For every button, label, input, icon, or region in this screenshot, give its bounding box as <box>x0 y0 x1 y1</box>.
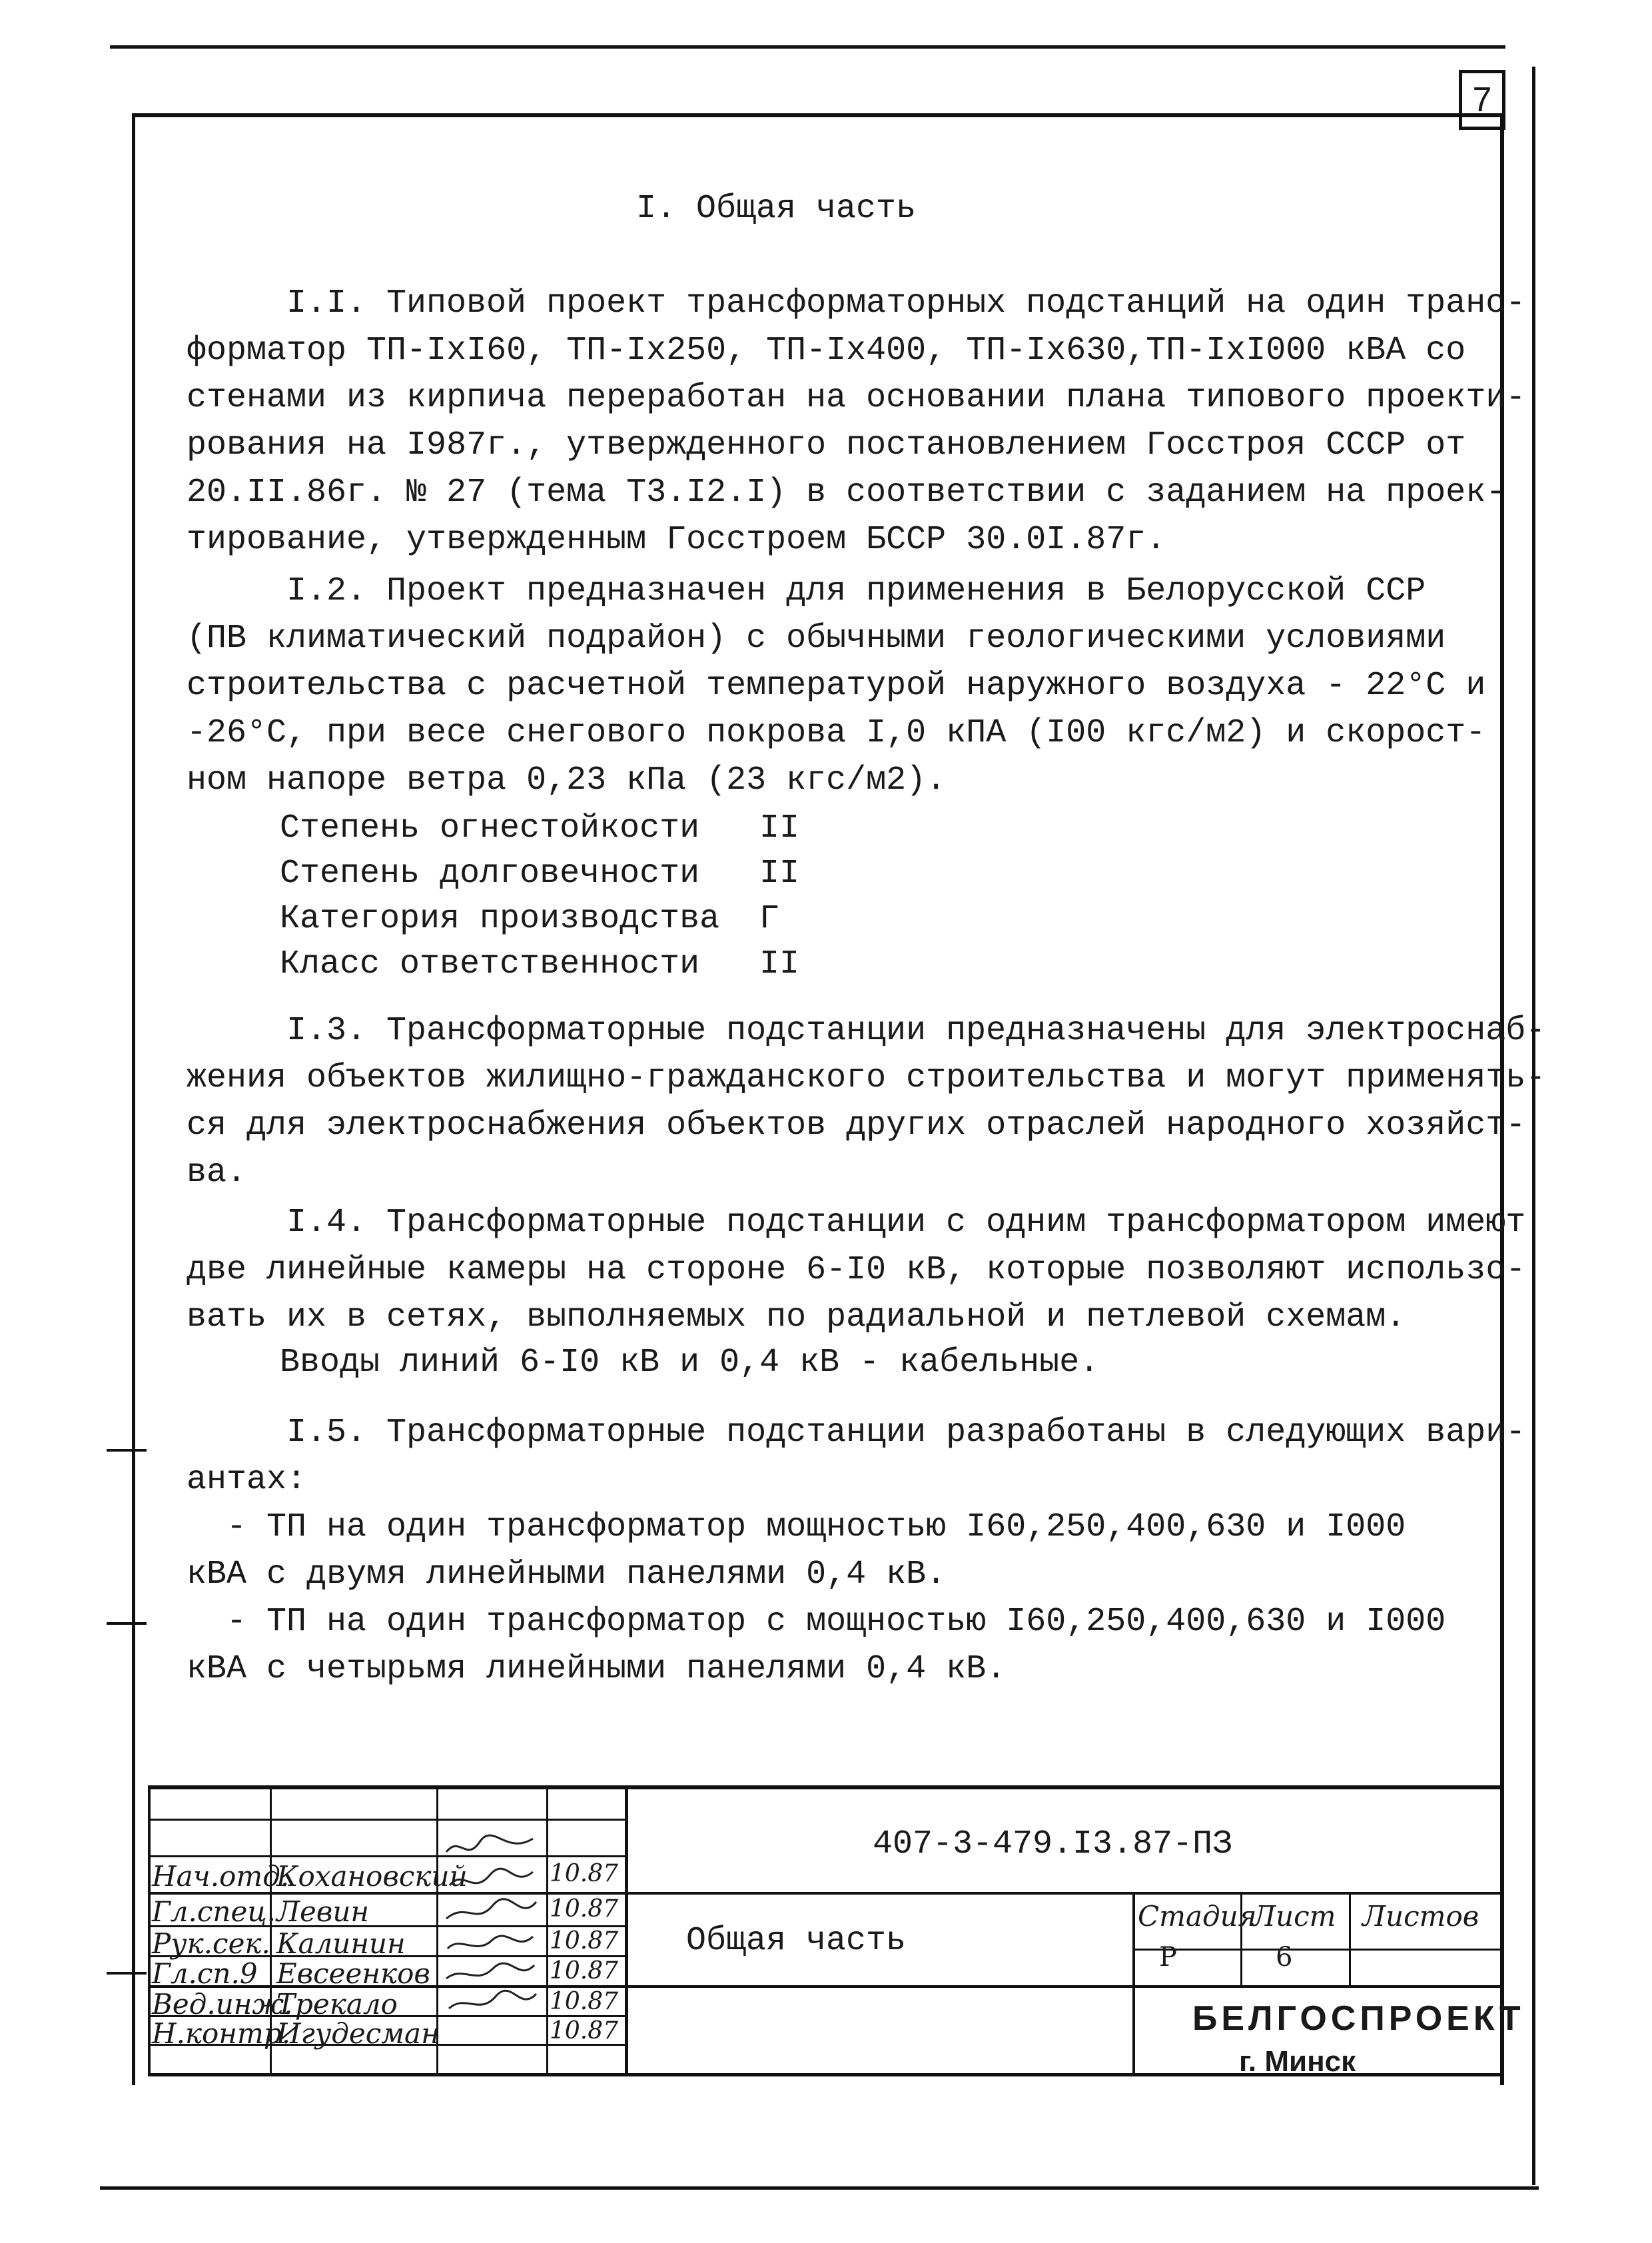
organization-name: БЕЛГОСПРОЕКТ <box>1192 1999 1525 2038</box>
title-block-vline <box>546 1785 548 2075</box>
title-block-vline <box>148 1785 151 2075</box>
signature-role: Нач.отд. <box>152 1860 290 1893</box>
paragraph-1-3: I.3. Трансформаторные подстанции предназначены для электроснаб- жения объектов жилищно-гражданского строительства и могут применять- ся для электроснабжения объектов других отраслей народного хозяйст- ва. <box>187 1012 1546 1192</box>
top-rule <box>110 45 1505 49</box>
signature-date: 10.87 <box>550 2017 619 2044</box>
signature-name: Левин <box>276 1895 370 1928</box>
title-block-vline <box>625 1785 628 2075</box>
spec-value: II <box>759 945 800 983</box>
spec-label: Степень долговечности <box>280 855 700 893</box>
signature-date: 10.87 <box>550 1860 619 1887</box>
organization-city: г. Минск <box>1239 2045 1356 2078</box>
signature-role: Гл.спец. <box>152 1895 276 1928</box>
paragraph-1-1: I.I. Типовой проект трансформаторных подстанций на один транс- форматор ТП-IxI60, ТП-Ix250, ТП-Ix400, ТП-Ix630,ТП-IxI000 кВА со стенами из кирпича переработан на основании плана типового проекти- рования на I987г., утвержденного постановлением Госстроя СССР от 20.II.86г. № 27 (тема Т3.I2.I) в соответствии с заданием на проек- тирование, утвержденным Госстроем БССР 30.0I.87г. <box>187 284 1526 559</box>
title-block-vline <box>1132 1892 1135 2075</box>
spec-value: Г <box>759 900 780 938</box>
section-title: I. Общая часть <box>636 190 917 228</box>
page-number: 7 <box>1459 70 1505 130</box>
sheet-value: 6 <box>1276 1942 1293 1973</box>
signature-date: 10.87 <box>550 1957 619 1985</box>
signature-name: Трекало <box>276 1988 398 2020</box>
title-block-top <box>148 1785 1504 1789</box>
paragraph-1-2: I.2. Проект предназначен для применения в Белорусской ССР (ПВ климатический подрайон) с обычными геологическими условиями строительства с расчетной температурой наружного воздуха - 22°С и -26°С, при весе снегового покрова I,0 кПА (I00 кгс/м2) и скорост- ном напоре ветра 0,23 кПа (23 кгс/м2). <box>187 572 1486 799</box>
spec-value: II <box>759 809 800 847</box>
spec-row <box>280 900 780 938</box>
signature-name: Калинин <box>276 1927 406 1960</box>
signature-scribbles <box>440 1822 545 2075</box>
signature-role: Н.контр. <box>152 2017 291 2050</box>
stage-header: Стадия <box>1138 1900 1257 1933</box>
sheets-header: Листов <box>1362 1900 1479 1933</box>
spec-label: Класс ответственности <box>280 945 700 983</box>
spec-value: II <box>759 855 800 893</box>
signature-role: Вед.инж. <box>152 1988 293 2020</box>
paragraph-1-4: I.4. Трансформаторные подстанции с одним трансформатором имеют две линейные камеры на стороне 6-I0 кВ, которые позволяют использо- вать их в сетях, выполняемых по радиальной и петлевой схемам. <box>187 1204 1526 1336</box>
signature-name: Кохановский <box>276 1860 468 1893</box>
spec-row <box>280 945 800 983</box>
spec-row <box>280 855 800 893</box>
paragraph-1-5: I.5. Трансформаторные подстанции разработаны в следующих вари- антах: - ТП на один трансформатор мощностью I60,250,400,630 и I000 кВА с двумя линейными панелями 0,4 кВ. - ТП на один трансформатор с мощностью I60,250,400,630 и I000 кВА с четырьмя линейными панелями 0,4 кВ. <box>187 1414 1526 1688</box>
title-block-line <box>148 1819 627 1821</box>
document-name: Общая часть <box>686 1922 907 1960</box>
title-block-vline <box>1349 1892 1351 1987</box>
signature-role: Рук.сек. <box>152 1927 270 1960</box>
signature-date: 10.87 <box>550 1988 619 2015</box>
spec-label: Степень огнестойкости <box>280 809 700 847</box>
signature-date: 10.87 <box>550 1895 619 1923</box>
signature-name: Евсеенков <box>276 1957 430 1990</box>
bottom-rule <box>100 2186 1539 2190</box>
stage-value: Р <box>1159 1942 1177 1973</box>
document-code: 407-3-479.I3.87-ПЗ <box>873 1825 1233 1863</box>
signature-name: Игудесман <box>276 2017 440 2050</box>
title-block-line <box>148 1855 627 1857</box>
title-block-line <box>1132 1949 1504 1951</box>
spec-row <box>280 809 800 847</box>
signature-role: Гл.сп.9 <box>152 1957 258 1990</box>
paragraph-inputs: Вводы линий 6-I0 кВ и 0,4 кВ - кабельные. <box>280 1344 1100 1382</box>
sheet-header: Лист <box>1252 1900 1336 1933</box>
spec-label: Категория производства <box>280 900 720 938</box>
signature-date: 10.87 <box>550 1927 619 1955</box>
